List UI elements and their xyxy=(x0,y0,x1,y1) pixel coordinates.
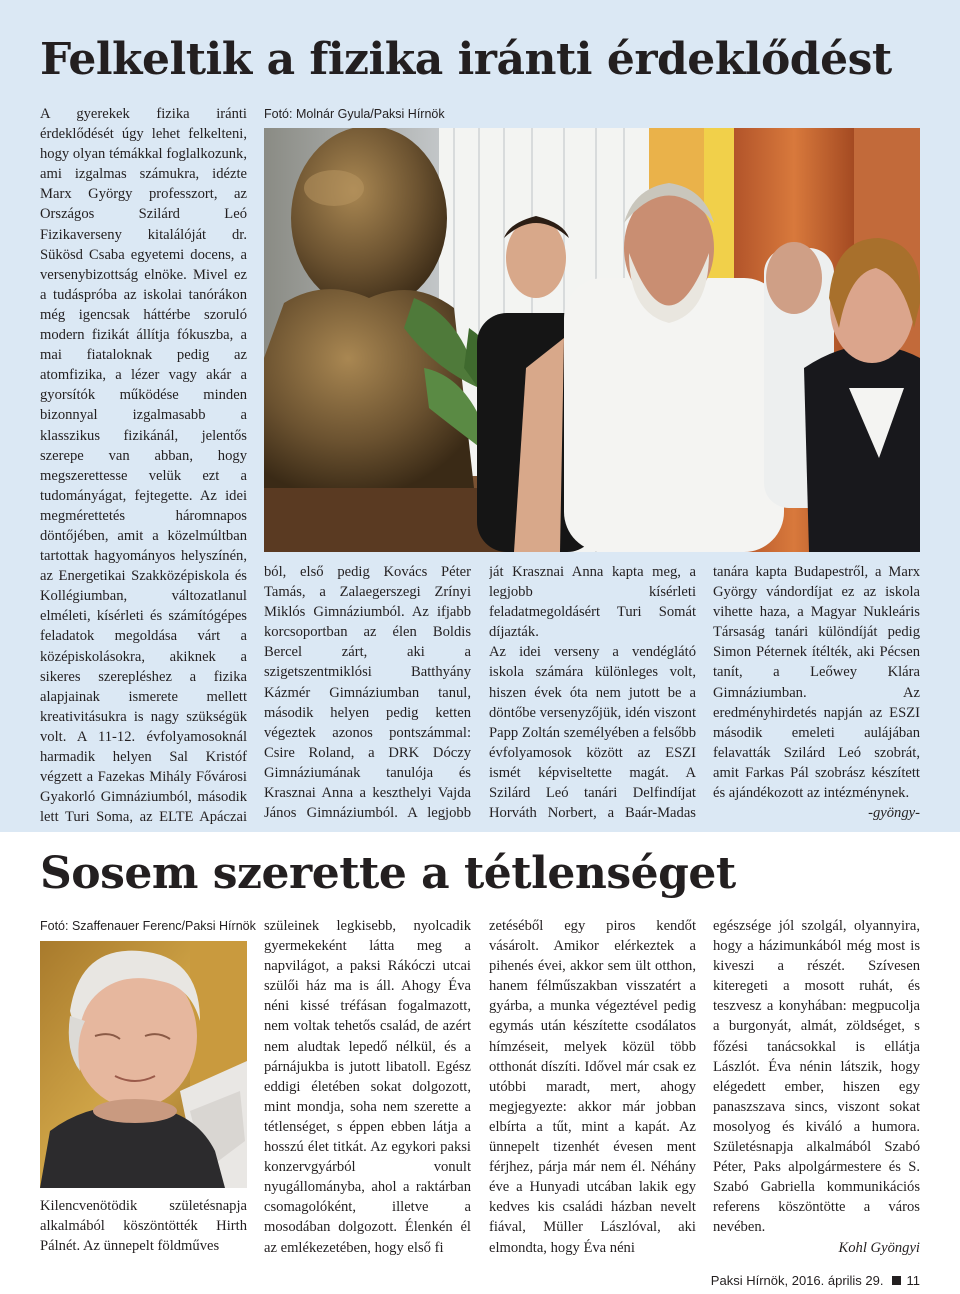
article-column-4 xyxy=(713,562,920,820)
paragraph: ból, első pedig Kovács Péter Tamás, a Zalaegerszegi Zrínyi Miklós Gimnáziumból. Az ifjabb korcsoportban az élen Boldis Bercel zárt, aki a szigetszentmiklósi Batthyány Kázmér Gimnáziumban tanul, második helyen pedig ketten végeztek azonos pontszámmal: Csire Roland, a DRK Dóczy Gimnáziumának tanulója és Krasznai Anna a keszthelyi Vajda János Gimnáziumból. A legjobb xyxy=(264,564,471,820)
group-photo xyxy=(264,128,920,552)
photo-credit: Fotó: Molnár Gyula/Paksi Hírnök xyxy=(264,107,445,121)
article-column-2 xyxy=(264,562,471,820)
photo-caption xyxy=(40,1196,247,1256)
author-signature: -gyöngy- xyxy=(868,805,920,820)
article-title: Sosem szerette a tétlenséget xyxy=(40,848,736,899)
page-number: 11 xyxy=(906,1273,920,1288)
article-column-4 xyxy=(713,916,920,1256)
article-column-1 xyxy=(40,104,247,830)
article-column-3 xyxy=(489,916,696,1256)
article-column-3 xyxy=(489,562,696,820)
author-signature: Kohl Gyöngyi xyxy=(838,1239,920,1256)
publication-date: Paksi Hírnök, 2016. április 29. xyxy=(710,1273,884,1288)
paragraph: zetéséből egy piros kendőt vásárolt. Amikor elérkeztek a pihenés évei, akkor sem ült otthon, hanem félműszakban visszatért a gyárba, a munka végeztével pedig egymás után készítette csodálatos hímzéseit, melyek közül több otthonát díszíti. Idővel már csak ez utóbbi maradt, mert, ahogy megjegyezte: akkor már jobban elbírta a tűt, mint a kapát. Az ünnepelt tizenhét évesen ment férjhez, párja már nem él. Néhány éve a Hunyadi utcában lakik egy kedves kis családi házban nevelt fiával, Müller Lászlóval, aki elmondta, hogy Éva néni xyxy=(489,918,696,1256)
paragraph: egészsége jól szolgál, olyannyira, hogy a házimunkából még most is kiveszi a részét. Szívesen kiteregeti a mosott ruhát, és teszvesz a konyhában: megpucolja a burgonyát, almát, zöldséget, s főzési tanácsokkal is ellátja Lászlót. Éva nénin látszik, hogy elégedett ember, hiszen egy panaszszava sincs, viszont sokat mosolyog és kiváló a humora. Születésnapja alkalmából Szabó Péter, Paks alpolgármestere és S. Szabó Gabriella kommunikációs referens köszöntötte a város nevében. xyxy=(713,918,920,1236)
square-bullet-icon xyxy=(892,1276,901,1285)
article-column-2 xyxy=(264,916,471,1256)
paragraph: Az idei verseny a vendéglátó iskola számára különleges volt, hiszen évek óta nem jutott be a döntőbe versenyzőjük, idén viszont Papp Zoltán személyében a felsőbb évfolyamosok között az ESZI ismét képviseltette magát. A Szilárd Leó tanári Delfindíjat Horváth Norbert, a Baár-Madas xyxy=(489,644,696,820)
paragraph: ját Krasznai Anna kapta meg, a legjobb kísérleti feladatmegoldásért Turi Somát díjazták. xyxy=(489,564,696,641)
paragraph: szüleinek legkisebb, nyolcadik gyermekeként látta meg a napvilágot, a paksi Rákóczi utcai szülői ház ma is áll. Ahogy Éva néni kissé tréfásan fogalmazott, nem voltak tehetős család, de azért nem aludtak lepedő nélkül, és a párnájukba is jutott libatoll. Egész eddigi életében sokat dolgozott, mint mondja, soha nem szerette a tétlenséget, s éppen ebben látja a hosszú élet titkát. Az egykori paksi konzervgyárból vonult nyugállományba, ahol a raktárban csomagolóként, illetve a mosodában dolgozott. Élenkén él az emlékezetében, hogy első fi xyxy=(264,918,471,1256)
paragraph: A gyerekek fizika iránti érdeklődését úgy lehet felkelteni, hogy olyan témákkal foglalkozunk, ami izgalmas számukra, idézte Marx György professzort, az Országos Szilárd Leó Fizikaverseny kitalálóját dr. Sükösd Csaba egyetemi docens, a versenybizottság elnöke. Mivel ez a tudáspróba az iskolai tanórákon még igencsak háttérbe szoruló modern fizikát állítja fókuszba, a mai fiataloknak pedig az atomfizika, a lézer vagy akár a gyorsítók működése minden bizonnyal izgalmasabb a klasszikus fizikánál, jelentős szerepe van abban, hogy megszerettesse velük ezt a tudományágat, fejtegette. Az idei megmérettetés háromnapos döntőjében, amit a közelmúltban tartottak hagyományos helyszínén, az Energetikai Szakközépiskola és Kollégiumban, változatlanul elméleti, kísérleti és számítógépes feladatok megoldása várt a középiskolásokra, akiknek a sikeres szerepléshez a fizika alapjainak ismerete mellett kreativitásukra is nagy szükségük volt. A 11-12. évfolyamosoknál harmadik helyen Sal Kristóf végzett a Fazekas Mihály Fővárosi Gyakorló Gimnáziumból, második lett Turi Soma, az ELTE Apáczai xyxy=(40,106,247,826)
paragraph: tanára kapta Budapestről, a Marx György vándordíjat ez az iskola vihette haza, a Magyar Nukleáris Társaság tanári különdíját pedig Simon Péternek ítélték, aki Pécsen tanít, a Leőwey Klára Gimnáziumban. Az eredményhirdetés napján az ESZI második emeleti aulájában felavatták Szilárd Leó szobrát, amit Farkas Pál szobrász készített és ajándékozott az intézménynek. xyxy=(713,564,920,802)
portrait-photo xyxy=(40,941,247,1188)
caption-text: Kilencvenötödik születésnapja alkalmából köszöntötték Hirth Pálnét. Az ünnepelt földműves xyxy=(40,1198,247,1255)
photo-credit: Fotó: Szaffenauer Ferenc/Paksi Hírnök xyxy=(40,919,256,933)
page-footer xyxy=(711,1273,920,1288)
article-title: Felkeltik a fizika iránti érdeklődést xyxy=(40,34,892,85)
